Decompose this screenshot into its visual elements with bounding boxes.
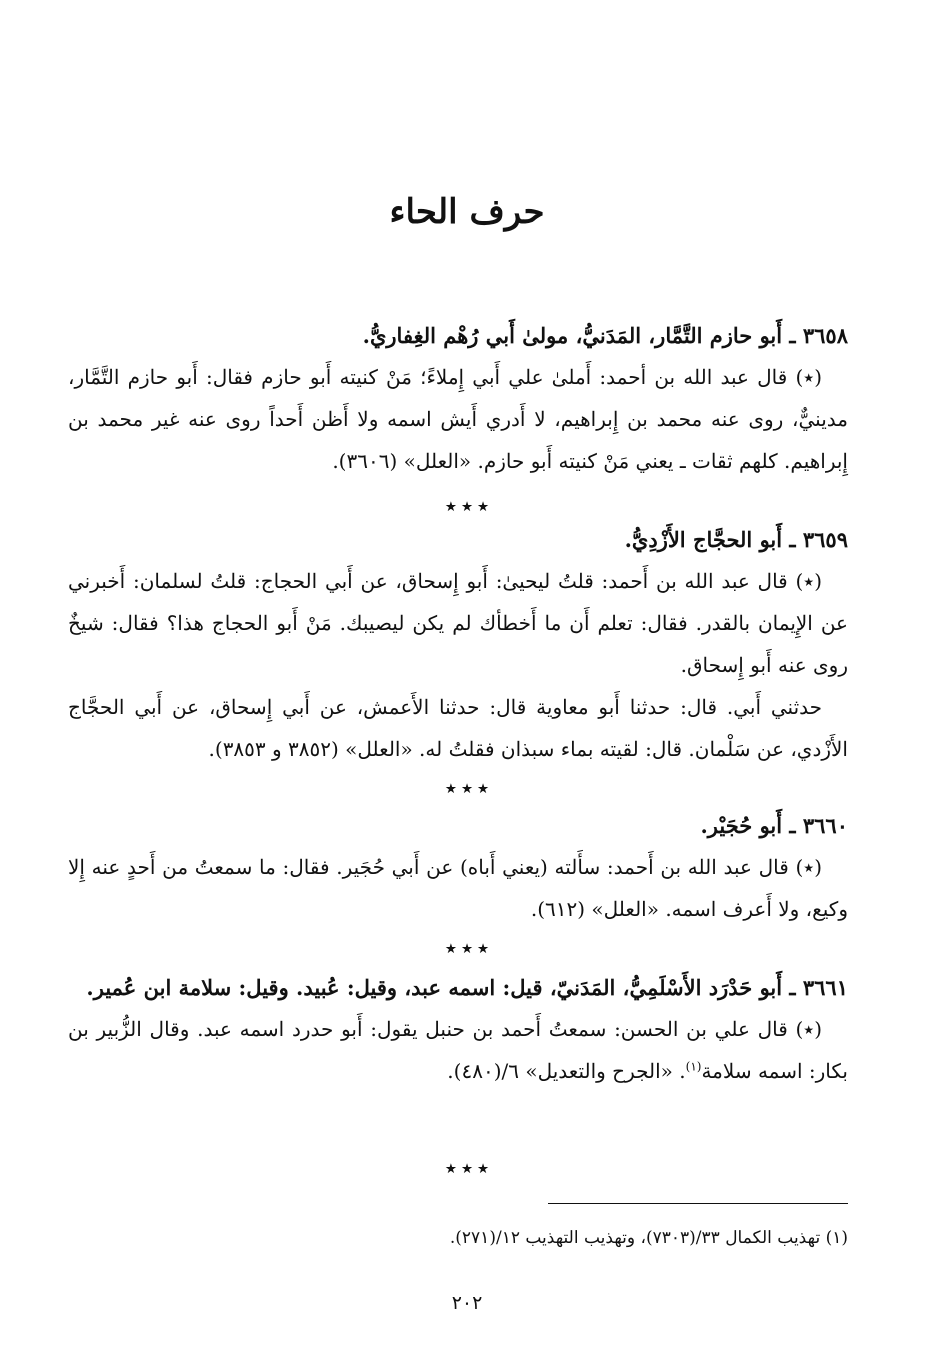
section-separator: ٭ ٭ ٭ — [446, 778, 488, 799]
section-separator: ٭ ٭ ٭ — [446, 938, 488, 959]
entry-paragraph: حدثني أَبي. قال: حدثنا أَبو معاوية قال: حدثنا الأَعمش، عن أَبي إِسحاق، عن أَبي الحجَّاج الأَزْدي، عن سَلْمان. قال: لقيته بماء سبذان فقلتُ له. «العلل» (٣٨٥٢ و ٣٨٥٣). — [68, 695, 848, 761]
entry-3659 — [68, 520, 848, 770]
entry-paragraph — [68, 1008, 848, 1092]
section-separator: ٭ ٭ ٭ — [446, 496, 488, 517]
footnote: (١) تهذيب الكمال ٣٣/(٧٣٠٣)، وتهذيب التهذيب ١٢/(٢٧١). — [449, 1228, 848, 1248]
footnote-divider — [548, 1203, 848, 1204]
entry-3661 — [68, 968, 848, 1092]
chapter-title: حرف الحاء — [389, 192, 545, 232]
paragraph-text-tail: . «الجرح والتعديل» ٦/(٤٨٠). — [447, 1059, 686, 1083]
section-separator: ٭ ٭ ٭ — [446, 1158, 488, 1179]
entry-paragraph: (٭) قال عبد الله بن أَحمد: سأَلته (يعني أَباه) عن أَبي حُجَير. فقال: ما سمعتُ من أَحدٍ عنه إِلا وكيع، ولا أَعرف اسمه. «العلل» (٦١٢). — [68, 855, 848, 921]
entry-heading: ٣٦٦٠ ـ أَبو حُجَيْر. — [700, 813, 848, 838]
page-number: ٢٠٢ — [451, 1292, 483, 1314]
entry-3658 — [68, 316, 848, 482]
footnote-reference[interactable]: (١) — [685, 1059, 702, 1074]
entry-heading: ٣٦٦١ ـ أَبو حَدْرَد الأَسْلَمِيُّ، المَدَنيّ، قيل: اسمه عبد، وقيل: عُبيد. وقيل: سلامة ابن عُمير. — [86, 975, 848, 1000]
entry-heading: ٣٦٥٨ ـ أَبو حازم التَّمَّار، المَدَنيُّ، مولىٰ أَبي رُهْم الغِفاريُّ. — [362, 323, 848, 348]
entry-paragraph: (٭) قال عبد الله بن أَحمد: قلتُ ليحيىٰ: أَبو إِسحاق، عن أَبي الحجاج: قلتُ لسلمان: أَخبرني عن الإِيمان بالقدر. فقال: تعلم أَن ما أَخطأك لم يكن ليصيبك. مَنْ أَبو الحجاج هذا؟ فقال: شيخٌ روى عنه أَبو إِسحاق. — [68, 569, 848, 677]
paragraph-text: (٭) قال علي بن الحسن: سمعتُ أَحمد بن حنبل يقول: أَبو حدرد اسمه عبد. وقال الزُّبير بن بكار: اسمه سلامة — [68, 1017, 848, 1083]
entry-3660 — [68, 806, 848, 930]
entry-heading: ٣٦٥٩ ـ أَبو الحجَّاج الأَزْدِيُّ. — [624, 527, 848, 552]
entry-paragraph: (٭) قال عبد الله بن أحمد: أَملىٰ علي أَبي إِملاءً؛ مَنْ كنيته أَبو حازم فقال: أَبو حازم التَّمَّار، مدينيٌّ، روى عنه محمد بن إِبراهيم، لا أَدري أَيش اسمه ولا أَظن أَحداً روى عنه غير محمد بن إِبراهيم. كلهم ثقات ـ يعني مَنْ كنيته أَبو حازم. «العلل» (٣٦٠٦). — [68, 365, 848, 473]
